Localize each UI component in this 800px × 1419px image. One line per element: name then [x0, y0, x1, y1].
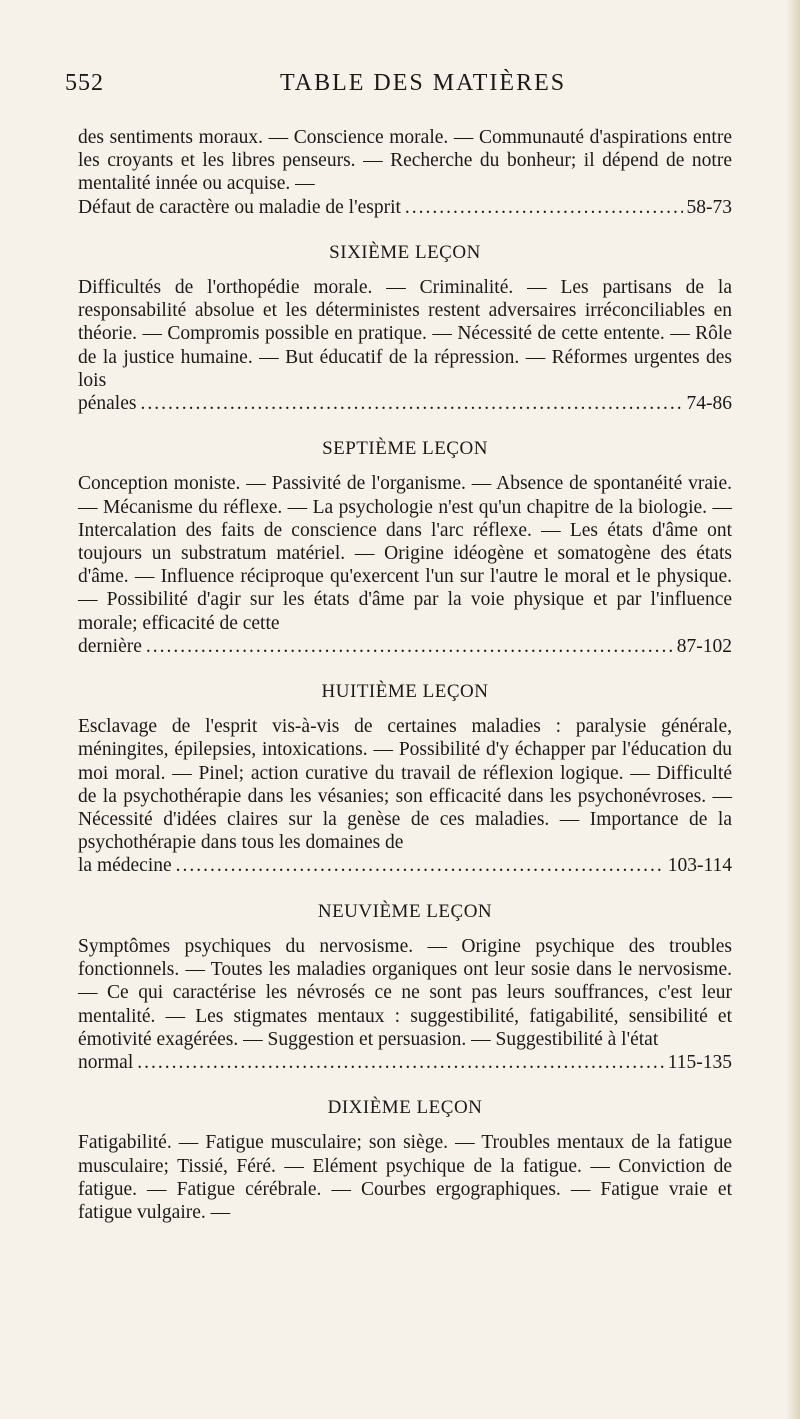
lesson-9-title: NEUVIÈME LEÇON [317, 900, 493, 922]
lesson-9-last-line: normal [78, 1051, 134, 1073]
lesson-8-entry-end [78, 854, 732, 877]
lesson-7-last-line: dernière [78, 635, 142, 657]
lesson-7-title: SEPTIÈME LEÇON [322, 438, 488, 460]
lesson-7-entry-end [78, 635, 732, 658]
lesson-9-pages: 115-135 [667, 1051, 732, 1073]
running-title: TABLE DES MATIÈRES [280, 70, 567, 96]
intro-entry [78, 126, 732, 219]
lesson-7-text: Conception moniste. — Passivité de l'organisme. — Absence de spontanéité vraie. — Mécanisme du réflexe. — La psychologie n'est qu'un chapitre de la biologie. — Intercalation des faits de conscience dans l'arc réflexe. — Les états d'âme ont toujours un substratum matériel. — Origine idéogène et somatogène des états d'âme. — Influence réciproque qu'exercent l'un sur l'autre le moral et le physique. — Possibilité d'agir sur les états d'âme par la voie physique et par l'influence morale; efficacité de cette [78, 473, 732, 634]
lesson-8-last-line: la médecine [78, 855, 172, 877]
lesson-6-text: Difficultés de l'orthopédie morale. — Criminalité. — Les partisans de la responsabilité absolue et les déterministes restent adversaires irréconciliables en théorie. — Compromis possible en pratique. — Nécessité de cette entente. — Rôle de la justice humaine. — But éducatif de la répression. — Réformes urgentes des lois [78, 277, 732, 391]
lesson-8 [78, 680, 732, 878]
lesson-7 [78, 437, 732, 658]
intro-pages: 58-73 [686, 196, 732, 218]
lesson-9-text: Symptômes psychiques du nervosisme. — Origine psychique des troubles fonctionnels. — Toutes les maladies organiques ont leur sosie dans le nervosisme. — Ce qui caractérise les névrosés ce ne sont pas leurs souffrances, c'est leur mentalité. — Les stigmates mentaux : suggestibilité, fatigabilité, sensibilité et émotivité exagérées. — Suggestion et persuasion. — Suggestibilité à l'état [78, 935, 732, 1050]
lesson-9 [78, 900, 732, 1074]
page-number: 552 [65, 70, 104, 96]
lesson-6-title: SIXIÈME LEÇON [329, 241, 481, 263]
lesson-10-text: Fatigabilité. — Fatigue musculaire; son siège. — Troubles mentaux de la fatigue musculaire; Tissié, Féré. — Elément psychique de la fatigue. — Conviction de fatigue. — Fatigue cérébrale. — Courbes ergographiques. — Fatigue vraie et fatigue vulgaire. — [78, 1132, 732, 1223]
intro-entry-end [78, 196, 732, 219]
lesson-8-title: HUITIÈME LEÇON [321, 681, 489, 703]
intro-last-line: Défaut de caractère ou maladie de l'esprit [78, 196, 401, 218]
page-header [65, 70, 735, 110]
lesson-6 [78, 241, 732, 415]
dot-leader [405, 196, 683, 219]
lesson-6-entry-end [78, 392, 732, 415]
lesson-6-pages: 74-86 [686, 393, 732, 415]
dot-leader [137, 1051, 663, 1074]
lesson-6-last-line: pénales [78, 393, 137, 415]
intro-text: des sentiments moraux. — Conscience morale. — Communauté d'aspirations entre les croyants et les libres penseurs. — Recherche du bonheur; il dépend de notre mentalité innée ou acquise. — [78, 127, 732, 195]
page-edge-shadow [786, 0, 800, 1419]
dot-leader [146, 635, 673, 658]
lesson-8-pages: 103-114 [667, 855, 732, 877]
lesson-10-title: DIXIÈME LEÇON [327, 1097, 483, 1119]
lesson-10 [78, 1096, 732, 1224]
dot-leader [140, 392, 682, 415]
lesson-8-text: Esclavage de l'esprit vis-à-vis de certaines maladies : paralysie générale, méningites, épilepsies, intoxications. — Possibilité d'y échapper par l'éducation du moi moral. — Pinel; action curative du travail de réflexion logique. — Difficulté de la psychothérapie dans les vésanies; son efficacité dans les psychonévroses. — Nécessité d'idées claires sur la genèse de ces maladies. — Importance de la psychothérapie dans tous les domaines de [78, 716, 732, 854]
lesson-7-pages: 87-102 [676, 635, 732, 657]
dot-leader [176, 854, 664, 877]
lesson-9-entry-end [78, 1051, 732, 1074]
table-of-contents [78, 126, 732, 1224]
